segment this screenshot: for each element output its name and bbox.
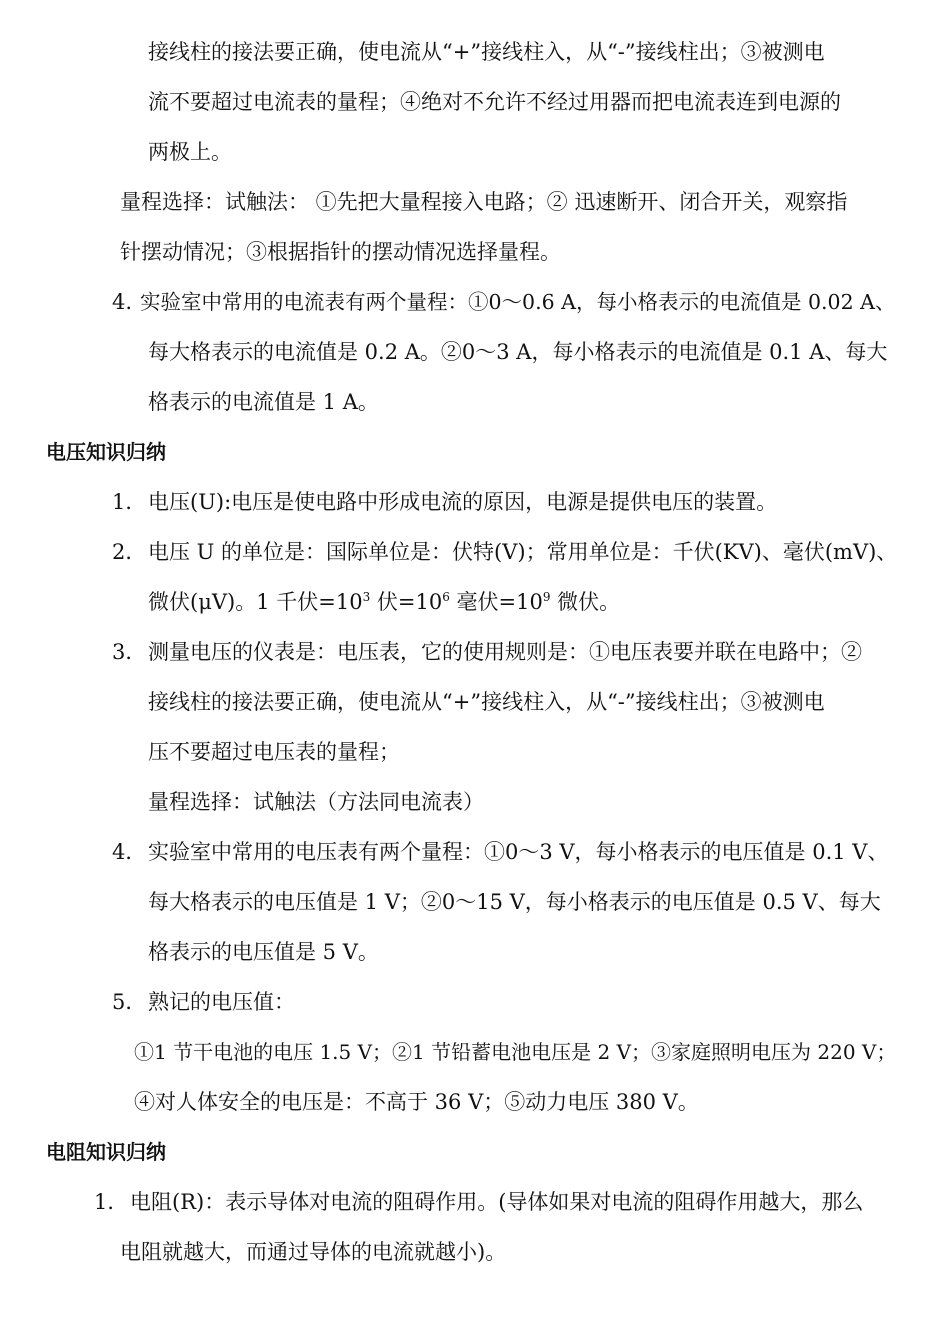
list-item-text: 电压 U 的单位是：国际单位是：伏特(V)；常用单位是：千伏(KV)、毫伏(mV)、 — [148, 540, 898, 564]
exponent: 3 — [362, 590, 371, 604]
list-item-text: 实验室中常用的电流表有两个量程：①0～0.6 A，每小格表示的电流值是 0.02 A、 — [140, 290, 896, 314]
list-item-text: 每大格表示的电压值是 1 V；②0～15 V，每小格表示的电压值是 0.5 V、每大 — [148, 890, 881, 914]
list-item-text: 实验室中常用的电压表有两个量程：①0～3 V，每小格表示的电压值是 0.1 V、 — [148, 840, 889, 864]
list-item-text: 格表示的电流值是 1 A。 — [148, 390, 379, 414]
list-item-title: 熟记的电压值： — [148, 990, 295, 1014]
text-run: 毫伏=10 — [449, 590, 543, 614]
unit-conversion-line — [148, 588, 620, 616]
list-item-text: ①1 节干电池的电压 1.5 V；②1 节铅蓄电池电压是 2 V；③家庭照明电压为 220 V； — [134, 1040, 897, 1064]
list-item-text: 电压(U):电压是使电路中形成电流的原因，电源是提供电压的装置。 — [148, 490, 778, 514]
list-item-number: 4. — [112, 290, 133, 314]
list-item-number: 2． — [112, 540, 147, 564]
list-item-text: 接线柱的接法要正确，使电流从“+”接线柱入，从“-”接线柱出；③被测电 — [148, 690, 825, 714]
section-heading: 电阻知识归纳 — [46, 1140, 166, 1164]
text-run: 微伏。 — [550, 590, 621, 614]
list-item-text: 电阻就越大，而通过导体的电流就越小)。 — [120, 1240, 507, 1264]
list-item-number: 1． — [94, 1190, 129, 1214]
paragraph-line: 接线柱的接法要正确，使电流从“+”接线柱入，从“-”接线柱出；③被测电 — [148, 40, 825, 64]
list-item-text: 电阻(R)：表示导体对电流的阻碍作用。(导体如果对电流的阻碍作用越大，那么 — [130, 1190, 864, 1214]
list-item-text: 压不要超过电压表的量程； — [148, 740, 400, 764]
range-selection-line: 针摆动情况；③根据指针的摆动情况选择量程。 — [120, 240, 561, 264]
list-item-number: 3． — [112, 640, 147, 664]
range-selection-line: 量程选择：试触法： ①先把大量程接入电路；② 迅速断开、闭合开关，观察指 — [120, 190, 848, 214]
paragraph-line: 流不要超过电流表的量程；④绝对不允许不经过用器而把电流表连到电源的 — [148, 90, 841, 114]
exponent: 9 — [542, 590, 551, 604]
text-run: 微伏(μV)。1 千伏=10 — [148, 590, 363, 614]
text-run: 伏=10 — [370, 590, 443, 614]
exponent: 6 — [442, 590, 450, 604]
list-item-text: 格表示的电压值是 5 V。 — [148, 940, 379, 964]
paragraph-line: 两极上。 — [148, 140, 232, 164]
list-item-number: 1． — [112, 490, 147, 514]
list-item-text: 每大格表示的电流值是 0.2 A。②0～3 A，每小格表示的电流值是 0.1 A、每大 — [148, 340, 888, 364]
list-item-number: 4． — [112, 840, 147, 864]
list-item-text: 量程选择：试触法（方法同电流表） — [148, 790, 484, 814]
list-item-number: 5． — [112, 990, 147, 1014]
list-item-text: 测量电压的仪表是：电压表，它的使用规则是：①电压表要并联在电路中；② — [148, 640, 862, 664]
list-item-text: ④对人体安全的电压是：不高于 36 V；⑤动力电压 380 V。 — [134, 1090, 699, 1114]
section-heading: 电压知识归纳 — [46, 440, 166, 464]
